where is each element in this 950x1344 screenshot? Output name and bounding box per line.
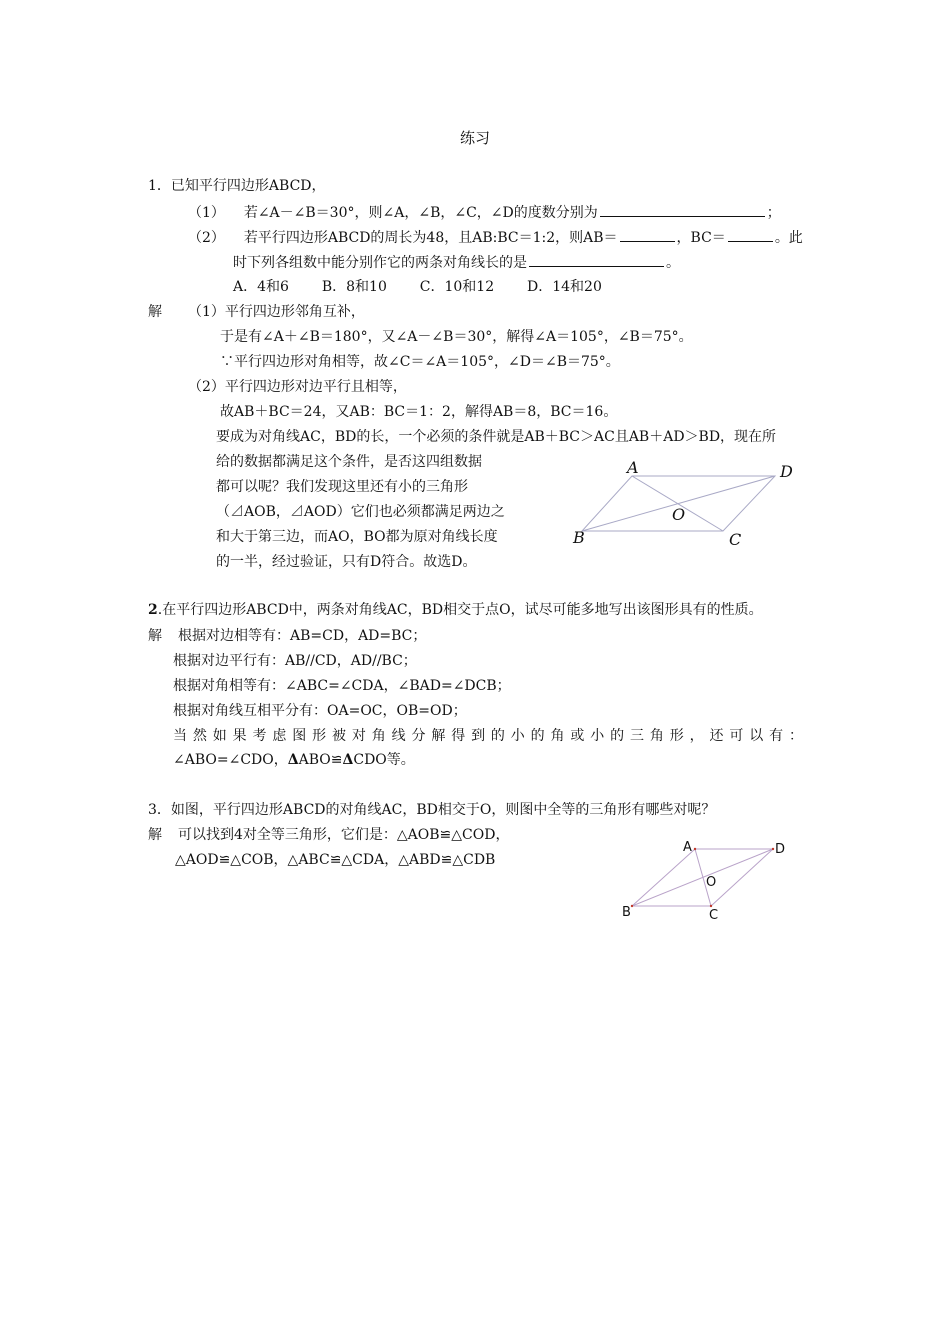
diagonal-bd <box>632 849 773 906</box>
q1-part1-text: 若∠A－∠B＝30°，则∠A，∠B，∠C，∠D的度数分别为 <box>243 205 598 221</box>
q3-stem: 3．如图，平行四边形ABCD的对角线AC，BD相交于O，则图中全等的三角形有哪些对呢？ <box>148 802 716 818</box>
q2-congruence-part: ABO≌ <box>298 752 343 768</box>
vertex-dot <box>772 848 774 850</box>
center-label-o: O <box>706 875 717 890</box>
q1-solution-line: （⊿AOB，⊿AOD）它们也必须都满足两边之 <box>216 504 505 520</box>
q1-choices <box>233 277 602 297</box>
q2-solution-line: 根据对角相等有：∠ABC=∠CDA，∠BAD=∠DCB； <box>173 678 511 694</box>
q2-solution-line: 根据对边相等有：AB=CD，AD=BC； <box>178 628 427 644</box>
vertex-dot <box>694 848 696 850</box>
q1-solution-line: ∵平行四边形对角相等，故∠C＝∠A＝105°，∠D＝∠B＝75°。 <box>220 354 620 370</box>
choice-b[interactable]: B．8和10 <box>321 279 387 295</box>
q2-solution-line-last <box>173 750 415 770</box>
q1-solution-line: 给的数据都满足这个条件，是否这四组数据 <box>216 454 482 470</box>
q1-solution-line: 于是有∠A＋∠B＝180°，又∠A－∠B＝30°，解得∠A＝105°，∠B＝75°。 <box>220 329 693 345</box>
q1-part2-text-c: 。此 <box>774 230 803 246</box>
q1-bc-blank[interactable] <box>728 226 773 242</box>
q1-part1-number: （1） <box>188 205 225 221</box>
vertex-label-a: A <box>627 458 639 477</box>
q1-part2-line2 <box>233 251 680 273</box>
triangle-symbol: Δ <box>342 752 354 768</box>
q1-part2-text-b: ，BC＝ <box>676 230 726 246</box>
q1-stem: 1．已知平行四边形ABCD， <box>148 178 326 194</box>
q2-solution-line: 根据对角线互相平分有：OA=OC，OB=OD； <box>173 703 467 719</box>
q2-solution-line: 当然如果考虑图形被对角线分解得到的小的角或小的三角形，还可以有： <box>173 728 803 744</box>
q1-part2-number: （2） <box>188 230 225 246</box>
q1-part2-line2-end: 。 <box>666 255 680 271</box>
q2-stem-text: .在平行四边形ABCD中，两条对角线AC，BD相交于点O，试尽可能多地写出该图形具有的性质。 <box>157 602 763 618</box>
center-label-o: O <box>672 505 686 524</box>
vertex-label-a: A <box>683 840 692 855</box>
page-title: 练习 <box>459 129 490 147</box>
triangle-symbol: Δ <box>287 752 299 768</box>
vertex-label-b: B <box>622 905 631 920</box>
q1-solution-line: 和大于第三边，而AO，BO都为原对角线长度 <box>216 529 498 545</box>
vertex-dot <box>631 905 633 907</box>
q1-part2 <box>188 226 803 248</box>
q1-solution-line: 要成为对角线AC，BD的长，一个必须的条件就是AB＋BC＞AC且AB＋AD＞BD，现在所 <box>216 429 777 445</box>
q1-diagonal-blank[interactable] <box>529 251 664 267</box>
q3-solution-line: △AOD≌△COB，△ABC≌△CDA，△ABD≌△CDB <box>175 852 496 868</box>
q2-stem <box>148 600 763 620</box>
q3-solution-line: 可以找到4对全等三角形，它们是：△AOB≌△COD， <box>178 827 510 843</box>
vertex-label-d: D <box>775 842 786 857</box>
q1-ab-blank[interactable] <box>620 226 675 242</box>
vertex-label-c: C <box>729 530 742 549</box>
q2-solution-line: 根据对边平行有：AB//CD，AD//BC； <box>173 653 417 669</box>
q1-solution-label: 解 <box>148 304 162 320</box>
q1-solution-line: 的一半，经过验证，只有D符合。故选D。 <box>216 554 477 570</box>
q1-solution-line: 故AB＋BC＝24，又AB：BC＝1：2，解得AB＝8，BC＝16。 <box>220 404 618 420</box>
q1-part1-blank[interactable] <box>600 201 765 217</box>
vertex-dot <box>710 905 712 907</box>
q2-congruence-end: CDO等。 <box>353 752 415 768</box>
vertex-label-c: C <box>709 908 719 923</box>
q1-part2-line2-text: 时下列各组数中能分别作它的两条对角线长的是 <box>233 255 527 271</box>
choice-c[interactable]: C．10和12 <box>419 279 495 295</box>
choice-d[interactable]: D．14和20 <box>527 279 602 295</box>
q2-angle-equality: ∠ABO=∠CDO， <box>173 752 288 768</box>
vertex-label-d: D <box>780 462 793 481</box>
q2-solution-label: 解 <box>148 628 162 644</box>
q1-solution-line: （1）平行四边形邻角互补， <box>188 304 365 320</box>
q2-number: 2 <box>148 602 158 618</box>
parallelogram-figure-1 <box>560 455 810 555</box>
q1-part2-text-a: 若平行四边形ABCD的周长为48，且AB:BC＝1:2，则AB＝ <box>243 230 618 246</box>
q1-solution-line: （2）平行四边形对边平行且相等， <box>188 379 407 395</box>
q1-part1-end: ； <box>766 205 781 221</box>
parallelogram-figure-2 <box>615 835 805 930</box>
q3-solution-label: 解 <box>148 827 162 843</box>
vertex-label-b: B <box>573 528 585 547</box>
q1-part1 <box>188 201 781 223</box>
choice-a[interactable]: A．4和6 <box>233 279 289 295</box>
q1-solution-line: 都可以呢？我们发现这里还有小的三角形 <box>216 479 468 495</box>
